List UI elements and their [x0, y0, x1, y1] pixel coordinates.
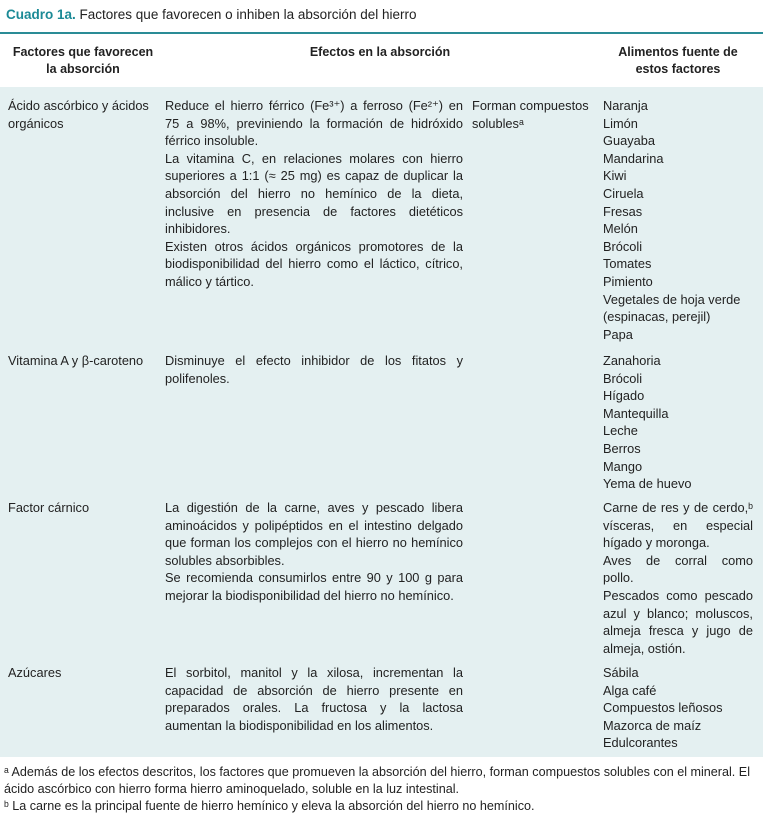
- effect-paragraph: Se recomienda consumirlos entre 90 y 100 g para mejorar la biodisponibilidad del hierro no hemínico.: [165, 570, 463, 603]
- factor-cell: Factor cárnico: [8, 500, 90, 515]
- food-item: Alga café: [603, 682, 657, 698]
- food-item: Tomates: [603, 256, 652, 272]
- foods-cell: [603, 97, 753, 343]
- effect-paragraph: La vitamina C, en relaciones molares con hierro superiores a 1:1 (≈ 25 mg) es capaz de duplicar la absorción del hierro no hemínico de la dieta, inclusive en presencia de factores dietéticos inhibidores.: [165, 150, 463, 237]
- food-item: Edulcorantes: [603, 735, 678, 751]
- foods-cell: [603, 352, 753, 493]
- food-item: Leche: [603, 423, 638, 439]
- factor-cell: Azúcares: [8, 665, 62, 680]
- effects-cell: [165, 352, 463, 387]
- foods-cell: [603, 499, 753, 657]
- effect-paragraph: Reduce el hierro férrico (Fe³⁺) a ferroso (Fe²⁺) en 75 a 98%, previniendo la formación de hidróxido férrico insoluble.: [165, 98, 463, 149]
- food-item: Mandarina: [603, 150, 664, 166]
- factor-cell: Vitamina A y β-caroteno: [8, 353, 144, 368]
- caption-text: Factores que favorecen o inhiben la absorción del hierro: [75, 7, 417, 22]
- food-item: Sábila: [603, 665, 639, 680]
- food-item: Zanahoria: [603, 353, 661, 368]
- header-effects: Efectos en la absorción: [309, 45, 451, 59]
- food-item: Carne de res y de cerdo,ᵇ vísceras, en especial hígado y moronga.: [603, 500, 753, 551]
- food-item: Yema de huevo: [603, 476, 692, 492]
- header-rule: [0, 32, 763, 34]
- effects-cell: [165, 664, 463, 734]
- effects-cell: [165, 499, 463, 605]
- food-item: Naranja: [603, 98, 648, 113]
- food-item: Guayaba: [603, 133, 655, 149]
- effect-paragraph: El sorbitol, manitol y la xilosa, incrementan la capacidad de absorción de hierro presente en preparados orales. La fructosa y la lactosa aumentan la biodisponibilidad en los alimentos.: [165, 665, 463, 733]
- foods-cell: [603, 664, 753, 752]
- effect-paragraph: Disminuye el efecto inhibidor de los fitatos y polifenoles.: [165, 353, 463, 386]
- effect-paragraph: Existen otros ácidos orgánicos promotores de la biodisponibilidad del hierro como el láctico, cítrico, málico y tártico.: [165, 238, 463, 289]
- note-cell: Forman compuestos solublesᵃ: [472, 98, 589, 131]
- food-item: Mango: [603, 458, 643, 474]
- factor-cell: Ácido ascórbico y ácidos orgánicos: [8, 98, 149, 131]
- food-item: Melón: [603, 221, 638, 237]
- food-item: Brócoli: [603, 238, 643, 254]
- effects-cell: [165, 97, 463, 291]
- footnote-b: ᵇ La carne es la principal fuente de hierro hemínico y eleva la absorción del hierro no hemínico.: [4, 799, 535, 813]
- food-item: Ciruela: [603, 185, 644, 201]
- header-factors: Factores que favorecen la absorción: [12, 45, 154, 76]
- food-item: Hígado: [603, 388, 645, 404]
- food-item: Fresas: [603, 203, 643, 219]
- food-item: Pimiento: [603, 273, 653, 289]
- food-item: Papa: [603, 326, 633, 342]
- effect-paragraph: La digestión de la carne, aves y pescado libera aminoácidos y polipéptidos en el intestino delgado que forman los complejos con el hierro no hemínico solubles absorbibles.: [165, 500, 463, 568]
- food-item: Compuestos leñosos: [603, 700, 723, 716]
- footnote-a: ᵃ Además de los efectos descritos, los factores que promueven la absorción del hierro, forman compuestos solubles con el mineral. El ácido ascórbico con hierro forma hierro aminoquelado, soluble en la luz intestinal.: [4, 765, 750, 796]
- food-item: Mazorca de maíz: [603, 717, 702, 733]
- table-caption: [6, 7, 417, 22]
- food-item: Aves de corral como pollo.: [603, 552, 753, 586]
- food-item: Vegetales de hoja verde (espinacas, perejil): [603, 291, 741, 325]
- food-item: Kiwi: [603, 168, 627, 184]
- food-item: Mantequilla: [603, 405, 669, 421]
- food-item: Pescados como pescado azul y blanco; moluscos, almeja fresca y jugo de almeja, ostión.: [603, 587, 753, 656]
- food-item: Brócoli: [603, 370, 643, 386]
- header-foods: Alimentos fuente de estos factores: [618, 45, 738, 76]
- food-item: Berros: [603, 440, 641, 456]
- footnotes: [4, 764, 756, 815]
- food-item: Limón: [603, 115, 638, 131]
- caption-label: Cuadro 1a.: [6, 7, 76, 22]
